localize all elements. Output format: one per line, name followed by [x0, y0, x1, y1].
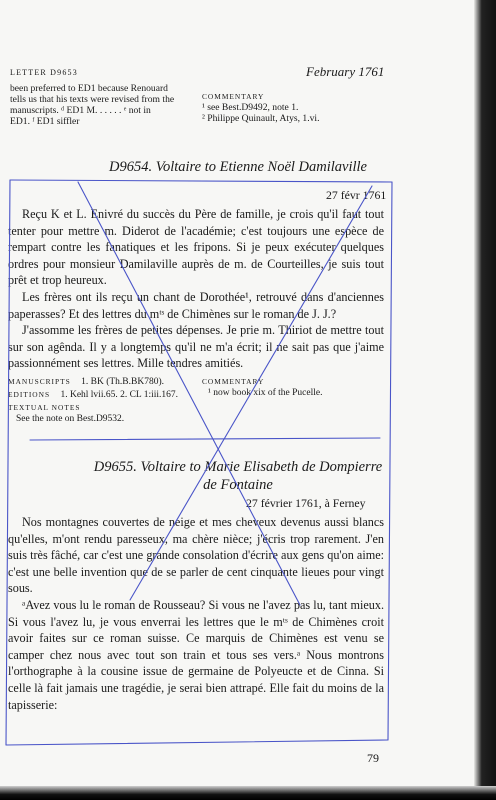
annotation-box-bottom [6, 740, 388, 745]
editions-label: EDITIONS [8, 390, 51, 399]
note-line: ED1. ᶠ ED1 siffler [10, 116, 80, 127]
commentary-note: ¹ now book xix of the Pucelle. [208, 387, 323, 398]
letter-heading-continued: de Fontaine [203, 477, 273, 493]
annotation-cross-stroke [78, 182, 300, 605]
manuscripts-label: MANUSCRIPTS [8, 377, 71, 386]
paragraph: J'assomme les frères de petites dépenses. Je prie m. Thiriot de mettre tout sur son agênda. Il y a longtemps qu'il ne m'a écrit; il ne sait pas que j'aime passionnément ses lettres. Mille tendres amitiés. [8, 323, 384, 371]
paragraph: Les frères ont ils reçu un chant de Dorothée¹, retrouvé dans d'anciennes paperasses? Et des lettres du mᵗˢ de Chimènes sur le roman de J. J.? [8, 289, 384, 321]
paragraph: Nos montagnes couvertes de neige et mes cheveux devenus aussi blancs qu'elles, m'ont rendu paresseux, ma chère nièce; j'écris trop rarement. J'en suis très fâché, car c'est une grande consolation d'écrire aux gens qu'on aime: c'est une belle invention que de se parler de cent cinquante lieues pour vingt sous. [8, 515, 384, 596]
paragraph: ᵃAvez vous lu le roman de Rousseau? Si vous ne l'avez pas lu, tant mieux. Si vous l'avez lu, je vous enverrai les lettres que le mᵗˢ de Chimènes croit avoir faites sur ce roman suisse. Ce marquis de Chimènes est venu se camper chez nous avec tout son train et tous ses vers.ᵃ Nous montrons l'orthographe à la cousine issue de germaine de Polyeucte et de Cinna. Si celle là fait jamais une tragédie, je serai bien attrapé. Elle fait du moins de la tapisserie: [8, 597, 384, 712]
scan-edge-bottom [0, 786, 496, 800]
annotation-cross-stroke [130, 186, 372, 600]
commentary-label: COMMENTARY [202, 92, 265, 101]
running-head-date: February 1761 [306, 64, 385, 79]
note-line: tells us that his texts were revised from the [10, 94, 175, 105]
letter-heading: D9654. Voltaire to Etienne Noël Damilaville [108, 159, 367, 175]
textual-notes-text: See the note on Best.D9532. [16, 413, 125, 424]
commentary-note: ¹ see Best.D9492, note 1. [202, 102, 299, 113]
letter-heading: D9655. Voltaire to Marie Elisabeth de Dompierre [93, 459, 383, 475]
note-line: been preferred to ED1 because Renouard [10, 83, 168, 94]
scan-edge-right [474, 0, 496, 800]
annotation-box-top [10, 180, 392, 182]
annotation-box-left [6, 180, 10, 745]
note-line: manuscripts. ᵈ ED1 M. . . . . . ᵉ not in [10, 105, 151, 116]
page-number: 79 [367, 751, 379, 765]
paragraph: Reçu K et L. Enivré du succès du Père de famille, je crois qu'il faut tout tenter pour mettre m. Diderot de l'académie; c'est toujours une espèce de rempart contre les fanatiques et les fripons. Si je peux exécuter quelques ordres pour monsieur Damilaville auprès de m. de Courteilles, je suis tout prêt et trop heureux. [8, 207, 384, 288]
letter-date: 27 févr 1761 [326, 188, 387, 202]
commentary-label: COMMENTARY [202, 377, 265, 386]
annotation-underline [30, 438, 380, 440]
annotation-box-right [388, 182, 392, 740]
manuscripts-text: 1. BK (Th.B.BK780). [81, 377, 164, 387]
editions-text: 1. Kehl lvii.65. 2. CL 1:iii.167. [60, 390, 179, 400]
letter-date: 27 février 1761, à Ferney [246, 496, 366, 510]
textual-notes-label: TEXTUAL NOTES [8, 403, 81, 412]
commentary-note: ² Philippe Quinault, Atys, 1.vi. [202, 113, 320, 124]
running-head-letter: LETTER D9653 [10, 68, 78, 77]
